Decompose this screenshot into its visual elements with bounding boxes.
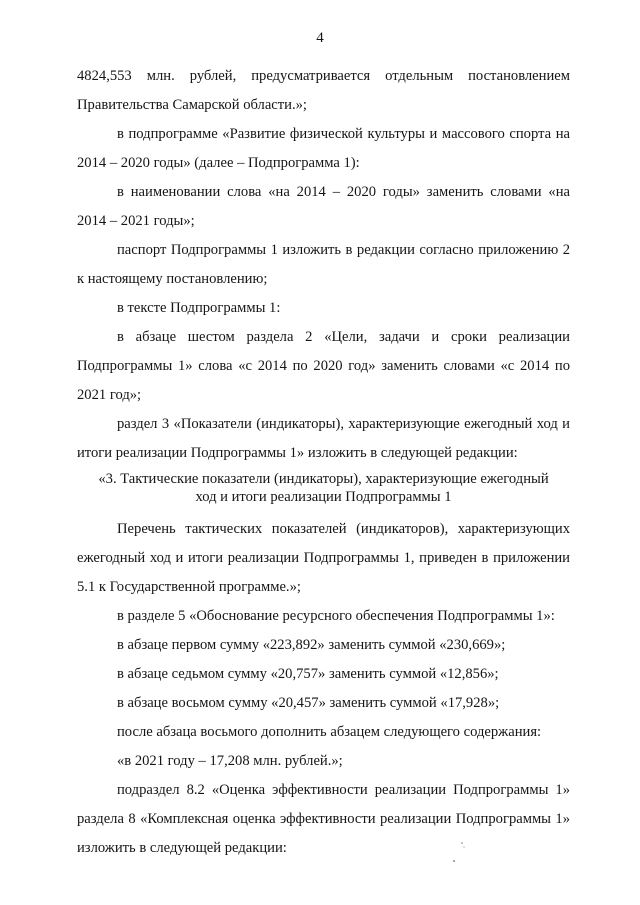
- paragraph-sum-seventh: в абзаце седьмом сумму «20,757» заменить суммой «12,856»;: [117, 666, 499, 682]
- section-heading: [77, 468, 570, 515]
- paragraph-title-change: в наименовании слова «на 2014 – 2020 годы» заменить словами «на 2014 – 2021 годы»;: [77, 184, 570, 229]
- paragraph-subsection-8-2: подраздел 8.2 «Оценка эффективности реализации Подпрограммы 1» раздела 8 «Комплексная оценка эффективности реализации Подпрограммы 1» изложить в следующей редакции:: [77, 782, 570, 856]
- paragraph-indicators-list: Перечень тактических показателей (индикаторов), характеризующих ежегодный ход и итоги реализации Подпрограммы 1, приведен в приложении 5.1 к Государственной программе.»;: [77, 521, 570, 595]
- paragraph-subprogram-intro: в подпрограмме «Развитие физической культуры и массового спорта на 2014 – 2020 годы» (далее – Подпрограмма 1):: [77, 126, 570, 171]
- paragraph-passport: паспорт Подпрограммы 1 изложить в редакции согласно приложению 2 к настоящему постановлению;: [77, 242, 570, 287]
- paragraph-sum-eighth: в абзаце восьмом сумму «20,457» заменить суммой «17,928»;: [117, 695, 500, 711]
- paragraph-2021-amount: «в 2021 году – 17,208 млн. рублей.»;: [117, 753, 343, 769]
- paragraph-section-3: раздел 3 «Показатели (индикаторы), характеризующие ежегодный ход и итоги реализации Подпрограммы 1» изложить в следующей редакции:: [77, 416, 570, 461]
- paragraph-section-5: в разделе 5 «Обоснование ресурсного обеспечения Подпрограммы 1»:: [117, 608, 555, 624]
- scan-noise-specks: [440, 825, 480, 865]
- paragraph-sum-first: в абзаце первом сумму «223,892» заменить суммой «230,669»;: [117, 637, 506, 653]
- page-number: 4: [316, 30, 324, 46]
- document-body: [77, 62, 570, 863]
- section-heading-line-1: «3. Тактические показатели (индикаторы), характеризующие ежегодный: [98, 471, 549, 487]
- paragraph-section-2: в абзаце шестом раздела 2 «Цели, задачи и сроки реализации Подпрограммы 1» слова «с 2014 по 2020 год» заменить словами «с 2014 по 2021 год»;: [77, 329, 570, 403]
- section-heading-line-2: ход и итоги реализации Подпрограммы 1: [195, 489, 452, 505]
- paragraph-continuation: 4824,553 млн. рублей, предусматривается отдельным постановлением Правительства Самарской области.»;: [77, 68, 570, 113]
- paragraph-text-changes: в тексте Подпрограммы 1:: [117, 300, 281, 316]
- paragraph-add-after-eighth: после абзаца восьмого дополнить абзацем следующего содержания:: [117, 724, 542, 740]
